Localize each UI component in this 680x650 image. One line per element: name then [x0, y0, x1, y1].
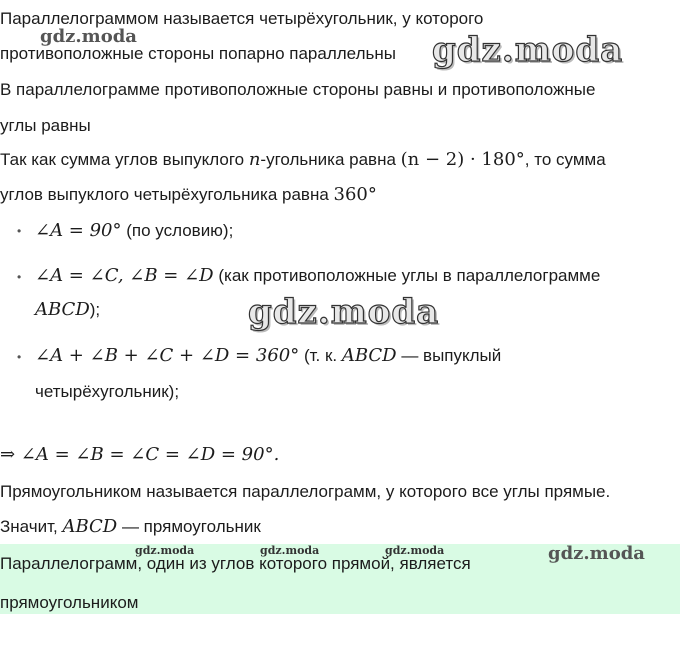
angle-sum-line-2 — [0, 184, 377, 206]
bullet-marker: • — [17, 224, 22, 238]
bullet-item-2-cont — [35, 299, 100, 321]
conclusion-line — [0, 516, 261, 538]
text: Так как сумма углов выпуклого — [0, 150, 249, 169]
watermark: gdz.moda — [548, 543, 645, 564]
bullet-item-3 — [35, 345, 501, 367]
angle-sum-line-1 — [0, 149, 606, 171]
text: — выпуклый — [396, 346, 502, 365]
math: ∠A + ∠B + ∠C + ∠D = 360° — [35, 345, 300, 366]
text: (по условию); — [121, 221, 234, 240]
watermark-logo: gdz.moda — [248, 292, 440, 332]
bullet-item-3-cont: четырёхугольник); — [35, 382, 180, 401]
text: углов выпуклого четырёхугольника равна — [0, 185, 334, 204]
definition-line-1: Параллелограммом называется четырёхугольник, у которого — [0, 9, 484, 28]
watermark: gdz.moda — [40, 26, 137, 47]
math: ∠A = ∠C, ∠B = ∠D — [35, 265, 214, 286]
text: ); — [89, 300, 101, 319]
watermark-logo: gdz.moda — [432, 30, 624, 70]
rectangle-definition: Прямоугольником называется параллелограмм, у которого все углы прямые. — [0, 482, 611, 501]
text: (т. к. — [299, 346, 342, 365]
math: ∠A = 90° — [35, 220, 122, 241]
math: ABCD — [62, 516, 118, 537]
bullet-item-2 — [35, 265, 600, 287]
watermark: gdz.moda — [135, 544, 195, 557]
text: — прямоугольник — [117, 517, 261, 536]
math: ABCD — [35, 299, 90, 320]
bullet-marker: • — [17, 270, 22, 284]
highlight-line-1: Параллелограмм, один из углов которого прямой, является — [0, 554, 471, 573]
text: -угольника равна — [260, 150, 401, 169]
definition-line-2: противоположные стороны попарно параллельны — [0, 44, 396, 63]
math: ABCD — [341, 345, 397, 366]
text: , то сумма — [524, 150, 606, 169]
text: (как противоположные углы в параллелограмме — [213, 266, 601, 285]
highlight-line-2: прямоугольником — [0, 593, 139, 612]
watermark: gdz.moda — [260, 544, 320, 557]
property-line-2: углы равны — [0, 116, 91, 135]
math-n: n — [248, 149, 261, 170]
text: Значит, — [0, 517, 63, 536]
math-360: 360° — [333, 184, 377, 205]
result-equation: ⇒ ∠A = ∠B = ∠C = ∠D = 90°. — [0, 444, 280, 465]
math-formula: (n − 2) · 180° — [400, 149, 525, 170]
property-line-1: В параллелограмме противоположные стороны равны и противоположные — [0, 80, 596, 99]
watermark: gdz.moda — [385, 544, 445, 557]
bullet-item-1 — [35, 220, 233, 242]
bullet-marker: • — [17, 350, 22, 364]
